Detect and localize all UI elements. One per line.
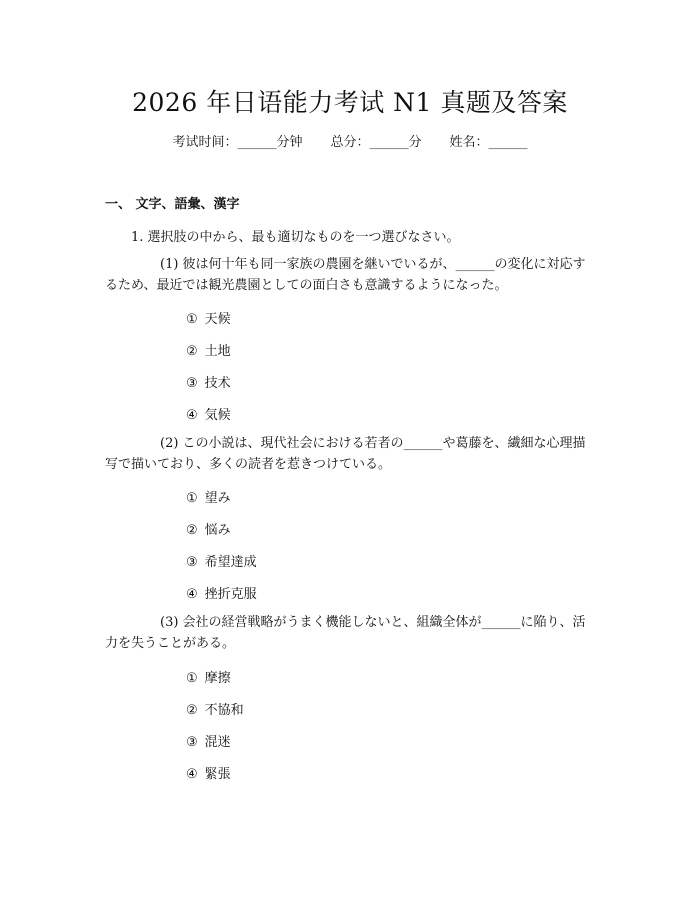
option-item: [186, 519, 231, 538]
option-number: ①: [186, 312, 198, 327]
option-label: 気候: [204, 408, 231, 423]
option-number: ②: [186, 703, 198, 718]
question-text: (3) 会社の経営戦略がうまく機能しないと、組織全体が______に陥り、活力を失うことがある。: [105, 615, 586, 651]
option-number: ③: [186, 376, 198, 391]
section-heading: 一、 文字、語彙、漢字: [105, 197, 240, 212]
exam-meta: [0, 131, 700, 150]
option-number: ①: [186, 491, 198, 506]
option-label: 摩擦: [204, 671, 231, 686]
option-label: 混迷: [204, 735, 231, 750]
option-number: ③: [186, 735, 198, 750]
page-title: 2026 年日语能力考试 N1 真题及答案: [132, 88, 568, 117]
option-label: 挫折克服: [204, 587, 257, 602]
option-item: [186, 551, 257, 570]
option-item: [186, 340, 231, 359]
option-label: 望み: [204, 491, 231, 506]
option-item: [186, 487, 231, 506]
option-label: 天候: [204, 312, 231, 327]
exam-name: 姓名：______: [449, 135, 528, 150]
option-item: [186, 583, 257, 602]
option-item: [186, 667, 231, 686]
option-label: 希望達成: [204, 555, 257, 570]
option-label: 不協和: [204, 703, 244, 718]
question-text: (2) この小説は、現代社会における若者の______や葛藤を、繊細な心理描写で描いており、多くの読者を惹きつけている。: [105, 436, 586, 472]
option-number: ①: [186, 671, 198, 686]
option-number: ④: [186, 767, 198, 782]
option-item: [186, 731, 231, 750]
option-label: 土地: [204, 344, 231, 359]
option-number: ②: [186, 344, 198, 359]
exam-time: 考试时间：______分钟: [172, 135, 303, 150]
option-number: ②: [186, 523, 198, 538]
question-text: (1) 彼は何十年も同一家族の農園を継いでいるが、______の変化に対応するため、最近では観光農園としての面白さも意識するようになった。: [105, 257, 586, 293]
option-item: [186, 763, 231, 782]
option-number: ④: [186, 587, 198, 602]
option-item: [186, 372, 231, 391]
option-item: [186, 404, 231, 423]
option-label: 緊張: [204, 767, 231, 782]
option-item: [186, 308, 231, 327]
exam-score: 总分：______分: [330, 135, 422, 150]
option-item: [186, 699, 244, 718]
option-label: 技术: [204, 376, 231, 391]
option-number: ④: [186, 408, 198, 423]
option-label: 悩み: [204, 523, 231, 538]
option-number: ③: [186, 555, 198, 570]
instruction: 1. 選択肢の中から、最も適切なものを一つ選びなさい。: [131, 230, 460, 245]
